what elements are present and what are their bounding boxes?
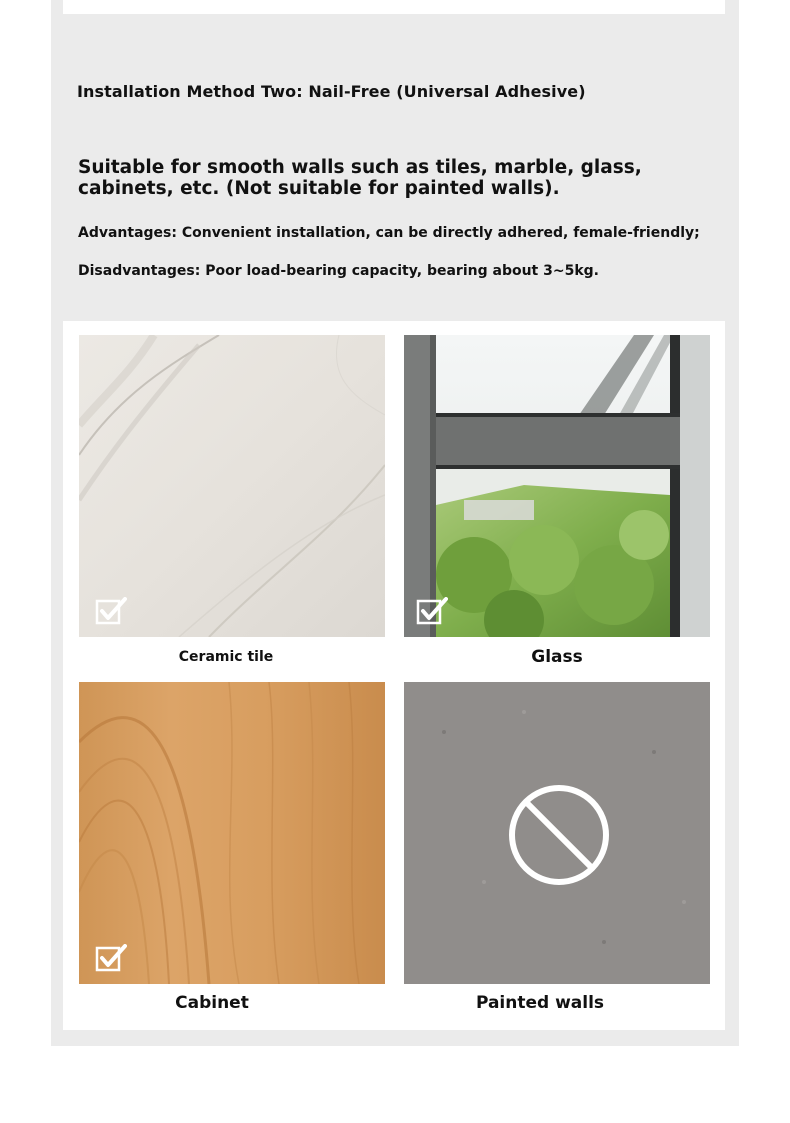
cabinet-image <box>79 682 385 984</box>
glass-label: Glass <box>531 647 583 667</box>
glass-image <box>404 335 710 637</box>
checkbox-check-icon <box>95 597 127 625</box>
checkbox-check-icon <box>416 597 448 625</box>
painted-walls-label: Painted walls <box>475 993 605 1013</box>
top-white-strip <box>63 0 725 14</box>
checkbox-check-icon <box>95 944 127 972</box>
advantages-text: Advantages: Convenient installation, can be directly adhered, female-friendly; <box>78 225 700 241</box>
prohibited-icon <box>506 782 612 888</box>
section-heading: Installation Method Two: Nail-Free (Universal Adhesive) <box>77 82 586 101</box>
suitable-surfaces-text: Suitable for smooth walls such as tiles, marble, glass, cabinets, etc. (Not suitable for painted walls). <box>78 157 642 199</box>
disadvantages-text: Disadvantages: Poor load-bearing capacity, bearing about 3~5kg. <box>78 263 599 279</box>
surfaces-card <box>63 321 725 1030</box>
ceramic-tile-image <box>79 335 385 637</box>
cabinet-label: Cabinet <box>175 993 249 1013</box>
ceramic-tile-label: Ceramic tile <box>178 649 274 665</box>
